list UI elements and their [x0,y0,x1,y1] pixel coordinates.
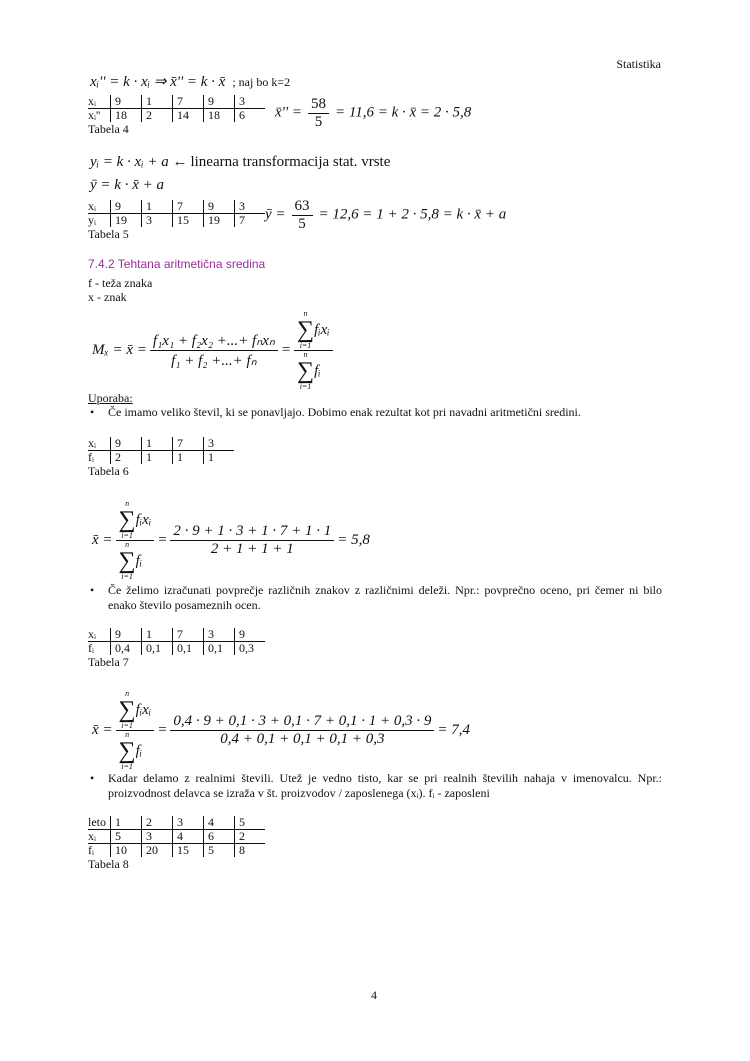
math-text: i=1 [121,572,133,581]
data-table [88,816,265,857]
table-caption: Tabela 8 [88,857,129,871]
table-cell: 7 [173,437,204,451]
math-text: = [280,342,291,358]
math-text: 2 + 1 + 1 + 1 [210,541,294,557]
table-row [88,200,265,214]
table-cell: 1 [173,451,204,465]
table-6 [88,437,234,479]
math-text: Kadar delamo z realnimi števili. Utež je vedno tisto, kar se pri realnih številih nahaja v imenovalcu. Npr.: proizvodnost delavca se izraža v št. proizvodov / zaposlenega (xᵢ). fᵢ - zaposleni [108,771,662,800]
table-7 [88,628,265,670]
table-row [88,844,265,858]
sum-symbol: ∑ [296,317,315,343]
math-text: = 12,6 = 1 + 2 · 5,8 = k · x̄ + a [318,206,507,223]
table-cell: 7 [173,95,204,109]
math-text: linearna transformacija stat. vrste [190,154,391,170]
definition-f: f - teža znaka [88,276,153,290]
table-cell: 15 [173,214,204,228]
section-heading: 7.4.2 Tehtana aritmetična sredina [88,257,266,271]
table-row [88,642,265,656]
table-cell: 7 [173,628,204,642]
table-caption: Tabela 4 [88,122,129,136]
math-text: ȳ = [265,206,286,223]
math-text: x̄ = [92,722,113,738]
math-text: 5 [314,114,323,130]
math-text: fᵢxᵢ [135,701,152,718]
table-row [88,830,265,844]
formula-result-4 [275,96,471,131]
table-row [88,214,265,228]
math-text: n [125,730,130,739]
table-caption: Tabela 7 [88,655,129,669]
table-cell: 9 [235,628,266,642]
math-text: Če imamo veliko števil, ki se ponavljajo. Dobimo enak rezultat kot pri navadni aritmetični sredini. [108,405,581,419]
formula-weighted-mean [92,310,336,391]
table-cell: 3 [173,816,204,830]
table-5 [88,200,265,242]
math-text: i=1 [121,721,133,730]
math-text: = [157,722,168,738]
math-text: n [303,350,308,359]
table-cell: 2 [235,830,266,844]
uporaba-label: Uporaba: [88,391,133,405]
math-text: fᵢ [135,742,143,759]
math-text: n [303,309,308,318]
bullet-item: • Če želimo izračunati povprečje različnih znakov z različnimi deleži. Npr.: povprečno oceno, pri čemer ni bilo enako število posameznih ocen. [90,583,662,612]
table-cell: 1 [204,451,235,465]
table-caption: Tabela 6 [88,464,129,478]
table-cell: 3 [235,200,266,214]
table-cell: 19 [111,214,142,228]
bullet-item: • Če imamo veliko števil, ki se ponavljajo. Dobimo enak rezultat kot pri navadni aritmetični sredini. [90,405,662,420]
table-cell: 3 [204,437,235,451]
table-cell: 0,3 [235,642,266,656]
table-cell: 9 [204,200,235,214]
table-cell: 6 [204,830,235,844]
data-table [88,200,265,227]
sum-symbol: ∑ [118,738,136,764]
math-text: f₁x₁ + f₂x₂ +...+ fₙxₙ [150,331,278,351]
math-text: fᵢxᵢ [314,321,330,338]
row-header-cell: xᵢ [88,95,111,109]
math-text: 63 [292,198,313,216]
sum-symbol: ∑ [118,697,136,723]
table-cell: 8 [235,844,266,858]
data-table [88,628,265,655]
table-row [88,437,234,451]
row-header-cell: yᵢ [88,213,96,227]
table-cell: 1 [142,200,173,214]
math-text: i=1 [121,531,133,540]
table-cell: 14 [173,109,204,123]
math-text: = 11,6 = k · x̄ = 2 · 5,8 [334,104,472,121]
math-text: i=1 [299,382,312,391]
row-header-cell: xᵢ [88,830,111,844]
formula-linear [90,154,390,171]
math-text: n [125,499,130,508]
table-cell: 4 [204,816,235,830]
row-header-cell: xᵢ'' [88,108,101,122]
data-table [88,95,265,122]
table-cell: 18 [111,109,142,123]
row-header-cell: fᵢ [88,450,94,464]
sum-symbol: ∑ [118,507,136,533]
formula-mean-linear: ȳ = k · x̄ + a [90,177,164,193]
row-header-cell: fᵢ [88,843,94,857]
math-text: n [125,689,130,698]
table-cell: 15 [173,844,204,858]
table-cell: 9 [111,95,142,109]
table-cell: 0,4 [111,642,142,656]
math-text: Če želimo izračunati povprečje različnih znakov z različnimi deleži. Npr.: povprečno oceno, pri čemer ni bilo enako število posameznih ocen. [108,583,662,612]
math-text: f₁ + f₂ +...+ fₙ [171,353,257,369]
table-cell: 2 [142,816,173,830]
formula-7 [92,690,470,771]
math-text: 5 [298,216,306,232]
row-header-cell: xᵢ [88,437,111,451]
table-row [88,95,265,109]
sum-symbol: ∑ [118,548,136,574]
math-text: = [157,532,168,548]
formula-6 [92,500,370,581]
table-cell: 0,1 [204,642,235,656]
table-cell: 0,1 [173,642,204,656]
row-header-cell: leto [88,816,111,830]
definition-x: x - znak [88,290,127,304]
math-text: ; naj bo k=2 [232,75,291,89]
table-cell: 9 [111,437,142,451]
math-text: 58 [308,96,329,114]
math-text: xᵢ'' = k · xᵢ ⇒ x̄'' = k · x̄ [90,74,226,90]
table-cell: 5 [111,830,142,844]
table-cell: 1 [142,628,173,642]
math-text: 0,4 · 9 + 0,1 · 3 + 0,1 · 7 + 0,1 · 1 + 0,3 · 9 [170,713,434,731]
table-row [88,816,265,830]
math-text: 2 · 9 + 1 · 3 + 1 · 7 + 1 · 1 [170,523,334,541]
row-header-cell: xᵢ [88,200,111,214]
table-row [88,451,234,465]
math-text: fᵢ [135,552,143,569]
table-cell: 0,1 [142,642,173,656]
table-cell: 1 [142,437,173,451]
math-text: = 7,4 [437,722,470,738]
table-cell: 9 [111,200,142,214]
bullet-item: • Kadar delamo z realnimi števili. Utež je vedno tisto, kar se pri realnih številih nahaja v imenovalcu. Npr.: proizvodnost delavca se izraža v št. proizvodov / zaposlenega (xᵢ). fᵢ - zaposleni [90,771,662,800]
table-cell: 3 [204,628,235,642]
math-text: yᵢ = k · xᵢ + a ← [90,154,188,170]
table-cell: 1 [142,451,173,465]
sum-symbol: ∑ [296,358,315,384]
table-cell: 2 [111,451,142,465]
math-text: n [125,540,130,549]
table-cell: 10 [111,844,142,858]
table-cell: 7 [235,214,266,228]
math-text: fᵢxᵢ [135,511,152,528]
data-table [88,437,234,464]
table-cell: 7 [173,200,204,214]
row-header-cell: xᵢ [88,628,111,642]
table-cell: 4 [173,830,204,844]
formula-result-5 [265,198,506,233]
table-cell: 1 [111,816,142,830]
math-text: fᵢ [314,362,321,379]
page-number: 4 [371,988,377,1002]
table-row [88,109,265,123]
table-cell: 19 [204,214,235,228]
table-cell: 5 [204,844,235,858]
math-text: x̄ = [92,532,113,548]
table-cell: 2 [142,109,173,123]
table-8 [88,816,265,872]
table-caption: Tabela 5 [88,227,129,241]
table-cell: 18 [204,109,235,123]
table-4 [88,95,265,137]
math-text: i=1 [299,341,312,350]
row-header-cell: fᵢ [88,641,94,655]
table-row [88,628,265,642]
table-cell: 3 [142,214,173,228]
math-text: x̄'' = [275,104,302,121]
table-cell: 3 [142,830,173,844]
math-text: 0,4 + 0,1 + 0,1 + 0,1 + 0,3 [220,731,385,747]
math-text: i=1 [121,762,133,771]
math-text: Mₓ = x̄ = [92,342,147,358]
formula-scaling [90,72,290,91]
table-cell: 20 [142,844,173,858]
table-cell: 9 [111,628,142,642]
math-text: = 5,8 [337,532,370,548]
table-cell: 6 [235,109,266,123]
table-cell: 9 [204,95,235,109]
table-cell: 5 [235,816,266,830]
table-cell: 3 [235,95,266,109]
table-cell: 1 [142,95,173,109]
header-title: Statistika [616,57,661,71]
